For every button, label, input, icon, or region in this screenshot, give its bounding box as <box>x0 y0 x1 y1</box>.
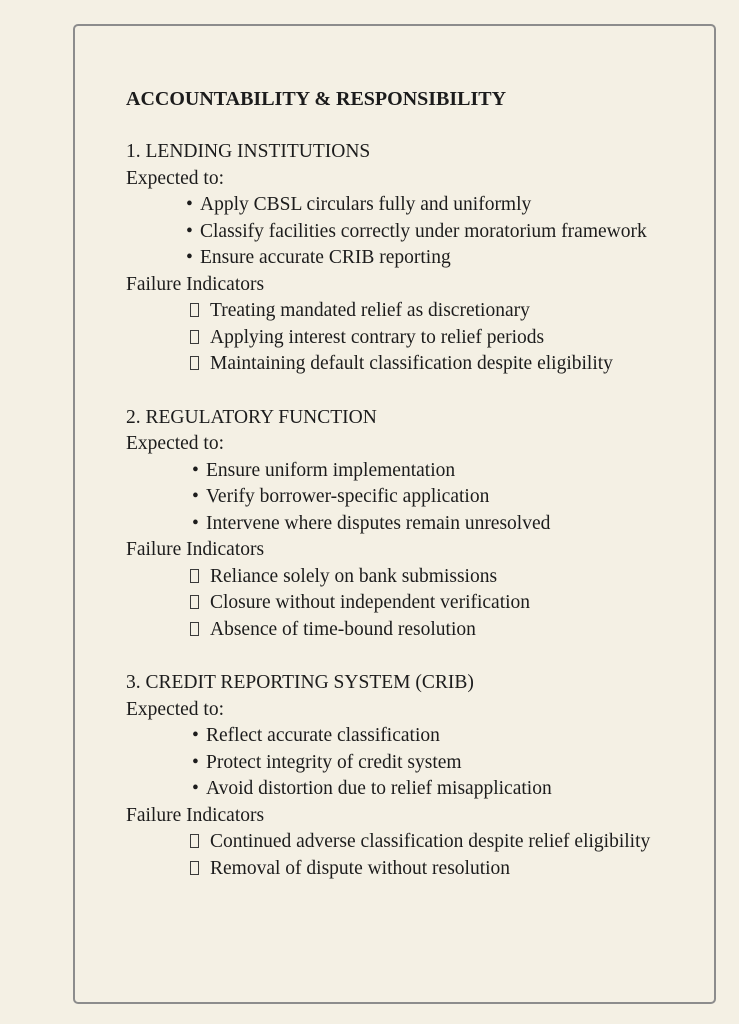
item-text: Applying interest contrary to relief periods <box>210 326 545 348</box>
item-text: Treating mandated relief as discretionary <box>210 300 530 321</box>
bullet-icon: • <box>192 512 199 534</box>
bullet-icon: • <box>192 486 199 507</box>
checkbox-glyph-icon <box>190 356 199 370</box>
checkbox-glyph-icon <box>190 622 199 636</box>
checkbox-glyph-icon <box>190 330 199 344</box>
expected-label: Expected to: <box>126 167 225 189</box>
section-heading: 3. CREDIT REPORTING SYSTEM (CRIB) <box>126 672 474 693</box>
expected-list <box>126 458 704 538</box>
bullet-icon: • <box>186 220 193 242</box>
list-item <box>126 484 704 511</box>
item-text: Apply CBSL circulars fully and uniformly <box>200 194 532 215</box>
bullet-icon: • <box>186 247 193 268</box>
checkbox-glyph-icon <box>190 569 199 583</box>
failure-list <box>126 298 704 378</box>
bullet-icon: • <box>186 194 193 215</box>
list-item <box>126 564 704 591</box>
failure-label: Failure Indicators <box>126 804 265 826</box>
document-content <box>126 86 704 882</box>
expected-label: Expected to: <box>126 433 225 454</box>
section-lending-institutions <box>126 139 704 378</box>
item-text: Ensure accurate CRIB reporting <box>200 247 451 268</box>
item-text: Reliance solely on bank submissions <box>210 565 498 587</box>
section-heading: 2. REGULATORY FUNCTION <box>126 406 377 428</box>
section-regulatory-function <box>126 405 704 644</box>
list-item <box>126 325 704 352</box>
list-item <box>126 219 704 246</box>
list-item <box>126 298 704 325</box>
checkbox-glyph-icon <box>190 861 199 875</box>
bullet-icon: • <box>192 778 199 799</box>
list-item <box>126 617 704 644</box>
list-item <box>126 829 704 856</box>
checkbox-glyph-icon <box>190 303 199 317</box>
failure-list <box>126 829 704 882</box>
list-item <box>126 856 704 883</box>
expected-label: Expected to: <box>126 698 225 720</box>
list-item <box>126 590 704 617</box>
document-title: ACCOUNTABILITY & RESPONSIBILITY <box>126 88 507 110</box>
item-text: Maintaining default classification despite eligibility <box>210 353 613 374</box>
bullet-icon: • <box>192 459 199 481</box>
list-item <box>126 511 704 538</box>
failure-label: Failure Indicators <box>126 539 265 560</box>
section-heading: 1. LENDING INSTITUTIONS <box>126 141 371 162</box>
item-text: Verify borrower-specific application <box>206 486 490 507</box>
item-text: Removal of dispute without resolution <box>210 857 511 879</box>
document-card <box>73 24 716 1004</box>
item-text: Ensure uniform implementation <box>206 459 456 481</box>
item-text: Protect integrity of credit system <box>206 751 462 773</box>
list-item <box>126 458 704 485</box>
item-text: Continued adverse classification despite relief eligibility <box>210 831 651 852</box>
section-credit-reporting-system <box>126 670 704 882</box>
item-text: Absence of time-bound resolution <box>210 618 476 640</box>
expected-list <box>126 723 704 803</box>
item-text: Closure without independent verification <box>210 592 531 613</box>
list-item <box>126 192 704 219</box>
checkbox-glyph-icon <box>190 595 199 609</box>
checkbox-glyph-icon <box>190 834 199 848</box>
bullet-icon: • <box>192 751 199 773</box>
expected-list <box>126 192 704 272</box>
list-item <box>126 750 704 777</box>
list-item <box>126 245 704 272</box>
failure-list <box>126 564 704 644</box>
item-text: Reflect accurate classification <box>206 725 440 746</box>
list-item <box>126 776 704 803</box>
item-text: Intervene where disputes remain unresolved <box>206 512 551 534</box>
list-item <box>126 351 704 378</box>
item-text: Classify facilities correctly under moratorium framework <box>200 220 647 242</box>
list-item <box>126 723 704 750</box>
failure-label: Failure Indicators <box>126 273 265 295</box>
bullet-icon: • <box>192 725 199 746</box>
item-text: Avoid distortion due to relief misapplication <box>206 778 552 799</box>
